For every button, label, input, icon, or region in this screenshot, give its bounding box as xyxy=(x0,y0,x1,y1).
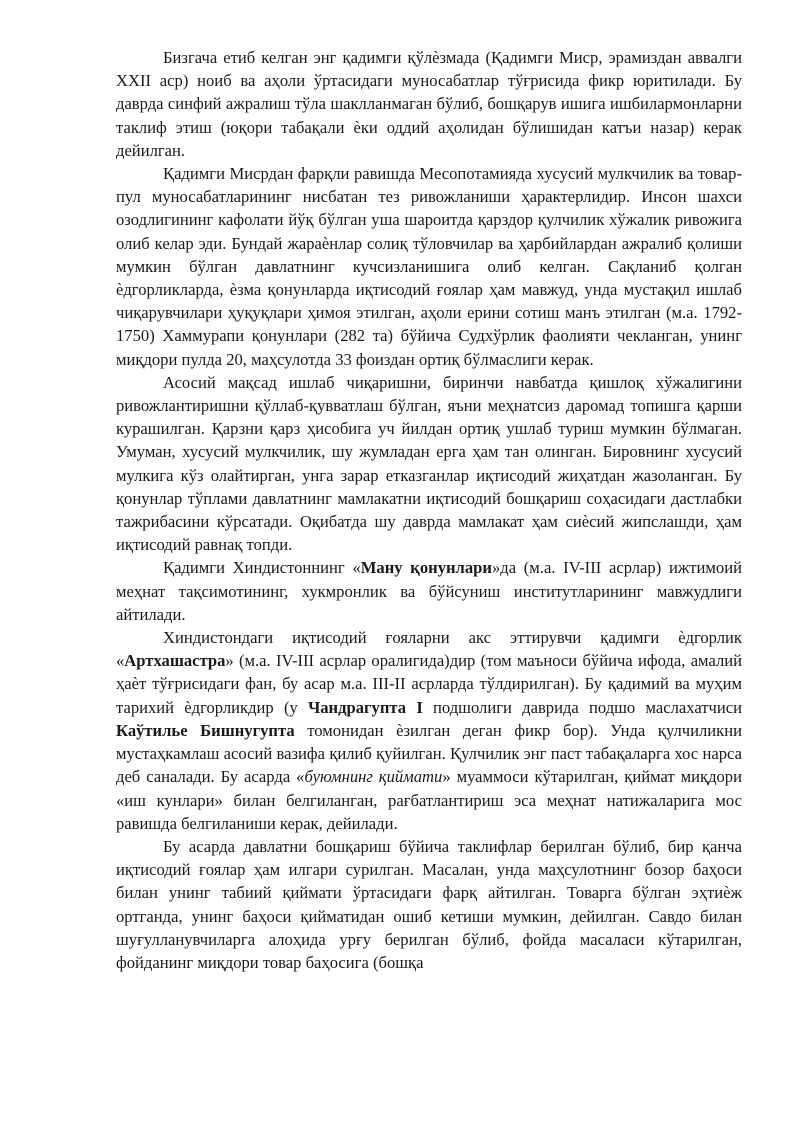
paragraph-2: Қадимги Мисрдан фарқли равишда Месопотамияда хусусий мулкчилик ва товар-пул муносабатларининг нисбатан тез ривожланиши ҳарактерлидир. Инсон шахси озодлигининг кафолати йўқ бўлган уша шароитда қарздор қулчилик хўжалик ривожига олиб келар эди. Бундай жараѐнлар солиқ тўловчилар ва ҳарбийлардан ажралиб қолиши мумкин бўлган давлатнинг кучсизланишига олиб келган. Сақланиб қолган ѐдгорликларда, ѐзма қонунларда иқтисодий ғоялар ҳам мавжуд, унда мустақил ишлаб чиқарувчилари ҳуқуқлари ҳимоя этилган, аҳоли ерини сотиш манъ этилган (м.а. 1792-1750) Хаммурапи қонунлари (282 та) бўйича Судхўрлик фаолияти чекланган, унинг миқдори пулда 20, маҳсулотда 33 фоиздан ортиқ бўлмаслиги керак. xyxy=(116,164,742,369)
paragraph-5-text-5: » муаммоси кўтарилган, қиймат миқдори «иш кунлари» билан белгиланган, рағбатлантириш эса меҳнат натижаларига мос равишда белгиланиши керак, дейилади. xyxy=(116,767,742,833)
document-page xyxy=(116,46,742,974)
paragraph-6: Бу асарда давлатни бошқариш бўйича таклифлар берилган бўлиб, бир қанча иқтисодий ғоялар ҳам илгари сурилган. Масалан, унда маҳсулотнинг бозор баҳоси билан унинг табиий қиймати ўртасидаги фарқ айтилган. Товарга бўлган эҳтиѐж ортганда, унинг баҳоси қийматидан ошиб кетиши мумкин, дейилган. Савдо билан шуғулланувчиларга алоҳида урғу берилган бўлиб, фойда масаласи кўтарилган, фойданинг миқдори товар баҳосига (бошқа xyxy=(116,836,742,972)
arthashastra-title: Артхашастра xyxy=(124,651,226,671)
paragraph-5-text-3: подшолиги даврида подшо маслахатчиси xyxy=(422,697,742,717)
kautilya-name: Каўтилье Бишнугупта xyxy=(116,720,295,740)
paragraph-4-text-after: »да (м.а. IV-III асрлар) ижтимоий меҳнат тақсимотининг, хукмронлик ва бўйсуниш институтларининг мавжудлиги айтилади. xyxy=(116,558,742,624)
paragraph-5-text-2: » (м.а. IV-III асрлар оралигида)дир (том маъноси бўйича ифода, амалий ҳаѐт тўғрисидаги фан, бу асар м.а. III-II асрларда тўлдирилган). Бу қадимий ва муҳим тарихий ѐдгорликдир (у xyxy=(116,651,742,717)
paragraph-5-text-4: томонидан ѐзилган деган фикр бор). Унда қулчиликни мустаҳкамлаш асосий вазифа қилиб қуйилган. Қулчилик энг паст табақаларга хос нарса деб саналади. Бу асарда « xyxy=(116,720,742,787)
paragraph-4-text-before: Қадимги Хиндистоннинг « xyxy=(163,558,361,578)
manu-laws-title: Ману қонунлари xyxy=(360,558,492,578)
paragraph-3: Асосий мақсад ишлаб чиқаришни, биринчи навбатда қишлоқ хўжалигини ривожлантиришни қўллаб-қувватлаш бўлган, яъни меҳнатсиз даромад топишга қарши курашилган. Қарзни қарз ҳисобига уч йилдан ортиқ ушлаб туриш мумкин бўлмаган. Умуман, хусусий мулкчилик, шу жумладан ерга ҳам тан олинган. Бировнинг хусусий мулкига кўз олайтирган, унга зарар етказганлар иқтисодий жиҳатдан жазоланган. Бу қонунлар тўплами давлатнинг мамлакатни иқтисодий бошқариш соҳасидаги дастлабки тажрибасини кўрсатади. Оқибатда шу даврда мамлакат ҳам сиѐсий жипслашди, ҳам иқтисодий равнақ топди. xyxy=(116,372,742,555)
paragraph-5 xyxy=(116,626,742,835)
paragraph-5-text-1: Хиндистондаги иқтисодий ғояларни акс эттирувчи қадимги ѐдгорлик « xyxy=(116,628,742,671)
chandragupta-name: Чандрагупта I xyxy=(308,697,423,717)
paragraph-4 xyxy=(116,556,742,626)
paragraph-1: Бизгача етиб келган энг қадимги қўлѐзмада (Қадимги Миср, эрамиздан аввалги XXII аср) ноиб ва аҳоли ўртасидаги муносабатлар тўғрисида фикр юритилади. Бу даврда синфий ажралиш тўла шаклланмаган бўлиб, бошқарув ишига ишбилармонларни таклиф этиш (юқори табақали ѐки оддий аҳолидан бўлишидан катъи назар) керак дейилган. xyxy=(116,48,742,160)
item-value-term: буюмнинг қиймати xyxy=(304,767,443,787)
